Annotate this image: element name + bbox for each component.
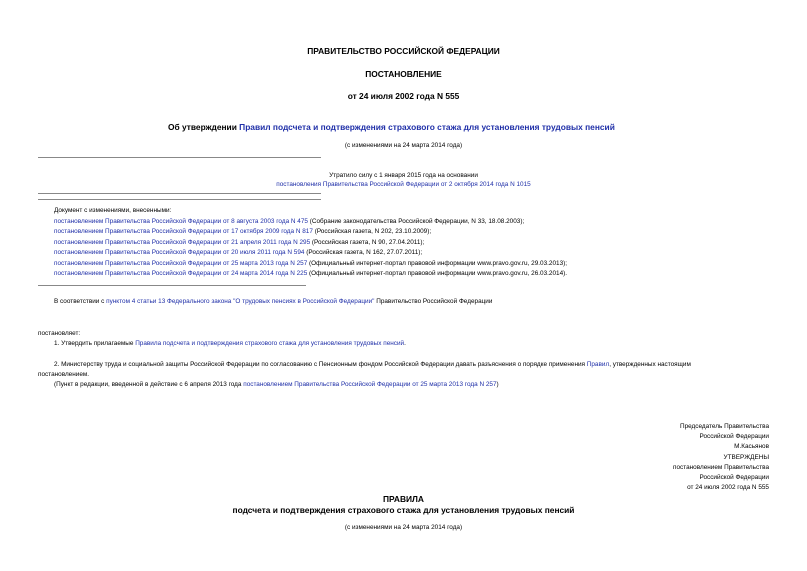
approved-country: Российской Федерации	[699, 474, 769, 481]
revision-note: (с изменениями на 24 марта 2014 года)	[344, 142, 463, 149]
signature-name: М.Касьянов	[734, 443, 769, 450]
edit-note-prefix: (Пункт в редакции, введенной в действие с 6 апреля 2013 года	[54, 381, 244, 388]
amendment-link[interactable]: постановлением Правительства Российской Федерации от 24 марта 2014 года N 225	[54, 270, 308, 277]
amendment-note: (Официальный интернет-портал правовой информации www.pravo.gov.ru, 29.03.2013);	[307, 260, 568, 267]
preamble-prefix: В соответствии с	[54, 298, 107, 305]
pension-law-link[interactable]: пунктом 4 статьи 13 Федерального закона "О трудовых пенсиях в Российской Федерации"	[106, 298, 375, 305]
document-type: ПОСТАНОВЛЕНИЕ	[365, 69, 442, 79]
rules-revision-note: (с изменениями на 24 марта 2014 года)	[344, 524, 463, 531]
point-2-prefix: 2. Министерству труда и социальной защиты Российской Федерации по согласованию с Пенсионным фондом Российской Федерации давать разъяснения о порядке применения	[54, 361, 587, 368]
changes-list-item	[54, 270, 567, 277]
amendment-link[interactable]: постановлением Правительства Российской Федерации от 21 апреля 2011 года N 295	[54, 239, 311, 246]
amendment-link[interactable]: постановлением Правительства Российской Федерации от 8 августа 2003 года N 475	[54, 218, 308, 225]
rules-link[interactable]: Правил	[586, 361, 610, 368]
government-name: ПРАВИТЕЛЬСТВО РОССИЙСКОЙ ФЕДЕРАЦИИ	[307, 46, 500, 56]
rules-subtitle: подсчета и подтверждения страхового стажа для установления трудовых пенсий	[232, 505, 575, 515]
changes-list-item	[54, 228, 431, 235]
approved-by: постановлением Правительства	[673, 464, 769, 471]
document-title	[168, 122, 615, 132]
amendment-link[interactable]: постановлением Правительства Российской Федерации от 17 октября 2009 года N 817	[54, 228, 313, 235]
rules-title: ПРАВИЛА	[383, 494, 424, 504]
expired-basis-link[interactable]: постановления Правительства Российской Федерации от 2 октября 2014 года N 1015	[276, 181, 531, 188]
point-1-suffix: .	[404, 340, 406, 347]
edit-note-link[interactable]: постановлением Правительства Российской Федерации от 25 марта 2013 года N 257	[243, 381, 497, 388]
point-2-continuation: постановлением.	[38, 371, 90, 378]
changes-list-item	[54, 218, 524, 225]
title-prefix: Об утверждении	[168, 122, 240, 132]
approved-label: УТВЕРЖДЕНЫ	[723, 454, 769, 461]
amendment-note: (Российская газета, N 162, 27.07.2011);	[304, 249, 423, 256]
point-2	[54, 361, 691, 368]
amendment-note: (Официальный интернет-портал правовой информации www.pravo.gov.ru, 26.03.2014).	[307, 270, 568, 277]
point-1-prefix: 1. Утвердить прилагаемые	[54, 340, 136, 347]
changes-intro: Документ с изменениями, внесенными:	[54, 207, 172, 214]
amendment-link[interactable]: постановлением Правительства Российской Федерации от 20 июля 2011 года N 594	[54, 249, 305, 256]
divider	[38, 285, 306, 286]
changes-list-item	[54, 260, 567, 267]
decides-text: постановляет:	[38, 330, 81, 337]
point-1	[54, 340, 406, 347]
document-date-number: от 24 июля 2002 года N 555	[347, 91, 460, 101]
edit-note	[54, 381, 499, 388]
signature-position: Председатель Правительства	[680, 423, 769, 430]
amendment-link[interactable]: постановлением Правительства Российской Федерации от 25 марта 2013 года N 257	[54, 260, 308, 267]
amendment-note: (Собрание законодательства Российской Федерации, N 33, 18.08.2003);	[307, 218, 525, 225]
amendment-note: (Российская газета, N 90, 27.04.2011);	[310, 239, 425, 246]
changes-list-item	[54, 239, 424, 246]
point-2-suffix: , утвержденных настоящим	[609, 361, 691, 368]
approved-date: от 24 июля 2002 года N 555	[687, 484, 769, 491]
divider	[38, 199, 321, 200]
signature-position-country: Российской Федерации	[699, 433, 769, 440]
preamble-suffix: Правительство Российской Федерации	[374, 298, 493, 305]
preamble	[54, 298, 492, 305]
edit-note-suffix: )	[496, 381, 499, 388]
expired-notice: Утратило силу с 1 января 2015 года на основании	[329, 172, 478, 179]
approved-rules-link[interactable]: Правила подсчета и подтверждения страхового стажа для установления трудовых пенсий	[135, 340, 405, 347]
divider	[38, 157, 321, 158]
amendment-note: (Российская газета, N 202, 23.10.2009);	[312, 228, 432, 235]
changes-list-item	[54, 249, 422, 256]
expired-basis	[0, 181, 807, 188]
divider	[38, 193, 321, 194]
title-rules-link[interactable]: Правил подсчета и подтверждения страхового стажа для установления трудовых пенсий	[239, 122, 615, 132]
